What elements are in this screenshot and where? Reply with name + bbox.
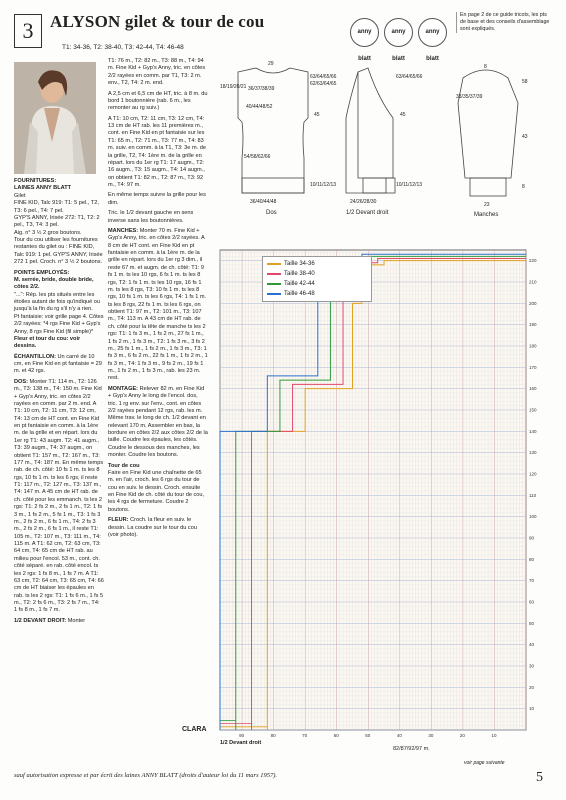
legend-swatch-t1 <box>267 263 281 265</box>
y-tick-label: 90 <box>529 535 535 541</box>
y-tick-label: 80 <box>529 556 535 562</box>
schematic-drawings <box>218 58 558 238</box>
y-tick-label: 210 <box>529 279 537 285</box>
fournitures-heading: FOURNITURES: <box>14 178 57 184</box>
knitting-chart-svg <box>212 244 552 759</box>
model-photo-illustration <box>14 62 96 174</box>
copyright-footer: sauf autorisation expresse et par écrit des laines ANNY BLATT (droits d'auteur loi du 11 mars 1957). <box>14 772 278 779</box>
brand-badges <box>350 14 450 62</box>
man-bottom-label: 23 <box>484 202 490 208</box>
legend-label-t4: Taille 46-48 <box>284 291 315 297</box>
y-tick-label: 100 <box>529 514 537 520</box>
gilet-label: Gilet <box>14 192 26 199</box>
dev-right1-label: 63/64/65/66 <box>396 74 423 80</box>
y-tick-label: 200 <box>529 300 537 306</box>
dos-mid-label: 45 <box>314 112 320 118</box>
x-tick-label: 60 <box>333 733 339 738</box>
dos-right2-label: 62/63/64/65 <box>310 81 337 87</box>
y-tick-label: 170 <box>529 364 537 370</box>
y-tick-label: 50 <box>529 620 535 626</box>
points-note: "...": Rép. les pts situés entre les étoiles autant de fois qu'indiqué ou jusqu'à la fin du rg s'il n'y a rien. <box>14 291 100 313</box>
legend-label-t1: Taille 34-36 <box>284 261 315 267</box>
dos-right1-label: 63/64/65/66 <box>310 74 337 80</box>
knitting-chart <box>212 244 552 759</box>
fleur-heading: FLEUR: <box>108 517 129 524</box>
brand-badge-1: anny blatt <box>350 18 379 47</box>
points-list: M. serrée, bride, double bride, côtes 2/2. <box>14 276 94 291</box>
dos-bottom-label: 36/40/44/48 <box>250 199 277 205</box>
page-number: 5 <box>536 770 543 785</box>
man-rib-label: 8 <box>522 184 525 190</box>
dos-neck-label: 36/37/38/39 <box>248 86 275 92</box>
y-tick-label: 180 <box>529 343 537 349</box>
man-cap-label: 58 <box>522 79 528 85</box>
legend-swatch-t3 <box>267 283 281 285</box>
y-tick-label: 20 <box>529 684 535 690</box>
montage-heading: MONTAGE: <box>108 385 139 392</box>
pattern-number: 3 <box>14 14 42 48</box>
man-top-label: 8 <box>484 64 487 70</box>
fantaisie-text: Pt fantaisie: voir grille page 4. Côtes 2/2 rayées: *4 rgs Fine Kid + Gyp's Anny, 8 rgs Fine Kid (fil simple)* <box>14 313 104 335</box>
legend-swatch-t2 <box>267 273 281 275</box>
dos-h-left: 18/19/20/21 <box>220 84 247 90</box>
devant-cont-3: A T1: 10 cm, T2: 11 cm, T3: 12 cm, T4: 13 cm de HT rab. les 11 premières m., cont. en Fine Kid en pt fantaisie sur les T1: 65 m., T2: 71 m., T3: 77 m., T4: 83 m. suiv. en comm. à la T1, T3: 3e m. de la grille, T2, T4: 1ère m. de la grille en répart. lors du 1er rg T1: 17 augm., T2: 16 augm., T3: 15 augm., T4: 14 augm., on obtient T1: 82 m., T2: 87 m., T3: 92 m., T4: 97 m. <box>108 115 206 188</box>
manches-text: Monter 70 m. Fine Kid + Gyp's Anny, tric. en côtes 2/2 rayées. A 8 cm de HT cont. en Fine Kid en pt fantaisie en comm. à la 1ère m. de la grille en répart. lors du 1er rg 3 dim., il reste 67 m. et augm. de ch. côté: T1: 9 fs 1 m. ts les 10 rgs, 6 fs 1 m. ts les 8 rgs, T2: 1 fs 1 m. ts les 10 rgs, 16 fs 1 m. ts les 8 rgs, T3: 10 fs 1 m. ts les 8 rgs, 10 fs 1 m. ts les 6 rgs, T4: 1 fs 1 m. ts les 8 rgs, 22 fs 1 m. ts les 6 rgs, on obtient T1: 97 m., T2: 101 m., T3: 107 m., T4: 113 m. A 43 cm de HT rab. de ch. côté pour la tête de manche ts les 2 rgs: T1: 1 fs 3 m., 1 fs 2 m., 27 fs 1 m., 1 fs 2 m., 1 fs 3 m., T2: 1 fs 3 m., 3 fs 2 m., 25 fs 1 m., 1 fs 2 m., 1 fs 3 m., T3: 1 fs 3 m., 6 fs 2 m., 22 fs 1 m., 1 fs 2 m., 1 fs 3 m., T4: 1 fs 3 m., 9 fs 2 m., 19 fs 1 m., 1 fs 2 m., 1 fs 3 m., rab. les 23 m. rest. <box>108 227 208 382</box>
tour-heading: Tour de cou <box>108 462 140 469</box>
devant-cont-4: En même temps suivre la grille pour les dim. <box>108 192 206 206</box>
devant-cont-5: Tric. le 1/2 devant gauche en sens inverse sans les boutonnières. <box>108 210 194 224</box>
dev-rib-label: 10/11/12/13 <box>396 182 423 188</box>
y-tick-label: 10 <box>529 706 535 712</box>
devant-heading: 1/2 DEVANT DROIT: <box>14 617 67 624</box>
devant-ribbing <box>363 178 395 193</box>
chart-frame <box>220 250 526 730</box>
chart-bottom-label: 82/87/92/97 m. <box>393 746 430 752</box>
dos-ribbing <box>242 178 304 193</box>
dos-rib-label: 10/11/12/13 <box>310 182 337 188</box>
chart-legend <box>262 256 372 302</box>
y-tick-label: 160 <box>529 386 537 392</box>
gyps-qty: GYP'S ANNY, Irisée 272: T1, T2: 2 pel., T3, T4: 3 pel. <box>14 214 100 229</box>
y-tick-label: 110 <box>529 492 537 498</box>
brand-badge-2: anny blatt <box>384 18 413 47</box>
dos-text: Monter T1: 114 m., T2: 126 m., T3: 138 m., T4: 150 m. Fine Kid + Gyp's Anny, tric. en côtes 2/2 rayées en comm. par 2 m. end. A T1: 10 cm, T2: 11 cm, T3: 12 cm, T4: 13 cm de HT cont. en Fine Kid en pt fantaisie en comm. à la 1ère m. de la grille et en répart. lors du 1er rg T1: 43 augm. T2: 41 augm., T3: 39 augm., T4: 37 augm., on obtient T1: 157 m., T2: 167 m., T3: 177 m., T4: 187 m. En même temps rab. de ch. côté: 10 fs 1 m. ts les 8 rgs, 10 fs 1 m. ts les 6 rgs, il reste T1: 117 m., T2: 127 m., T3: 137 m., T4: 147 m. A 45 cm de HT rab. de ch. côté pour les emmanch. ts les 2 rgs: T1: 2 fs 2 m., 2 fs 1 m., T2: 1 fs 3 m., 1 fs 2 m., 5 fs 1 m., T3: 1 fs 3 m., 2 fs 2 m., 6 fs 1 m., T4: 2 fs 3 m., 2 fs 2 m., 6 fs 1 m., il reste T1: 105 m., T2: 107 m., T3: 111 m., T4: 115 m. A T1: 62 cm, T2: 63 cm, T3: 64 cm, T4: 65 cm de HT rab. au milieu pour l'encol. 53 m., cont. ch. côté séparé. en rab. côté encol. ts les 2 rgs: 1 fs 8 m., 1 fs 7 m. A T1: 63 cm, T2: 64 cm, T3: 65 cm, T4: 66 cm de HT biaiser les épaules en rab. ts les 2 rgs: T1: 1 fs 6 m., 1 fs 5 m., T2: 2 fs 6 m., T3: 2 fs 7 m., T4: 1 fs 8 m., 1 fs 7 m. <box>14 378 104 614</box>
legend-item-t2 <box>267 269 367 279</box>
legend-label-t2: Taille 38-40 <box>284 271 315 277</box>
fleur-note: Fleur et tour du cou: voir dessins. <box>14 335 81 350</box>
y-tick-label: 220 <box>529 258 537 264</box>
laines-label: LAINES ANNY BLATT <box>14 185 72 192</box>
tour-supplies: Tour du cou utiliser les fournitures restantes du gilet ou : FINE KID, Talc 919: 1 pel. GYP'S ANNY, Irisée 272 1 pel. Croch. n° 3 ½ 2 boutons. <box>14 237 103 266</box>
dos-hip-label: 54/58/62/66 <box>244 154 271 160</box>
needles: Aig. n° 3 ½ 2 gros boutons. <box>14 229 82 236</box>
manches-label: Manches <box>474 212 499 218</box>
x-tick-label: 70 <box>302 733 308 738</box>
legend-item-t3 <box>267 279 367 289</box>
dev-mid-label: 45 <box>400 112 406 118</box>
legend-label-t3: Taille 42-44 <box>284 281 315 287</box>
y-tick-label: 70 <box>529 578 535 584</box>
y-tick-label: 40 <box>529 642 535 648</box>
legend-item-t1 <box>267 259 367 269</box>
column-1 <box>14 178 104 628</box>
clara-label: CLARA <box>182 726 207 733</box>
y-tick-label: 140 <box>529 428 537 434</box>
y-tick-label: 150 <box>529 407 537 413</box>
schematics <box>218 58 558 238</box>
brand-badge-3: anny blatt <box>418 18 447 47</box>
manche-ribbing <box>470 178 506 196</box>
dos-chest-label: 40/44/48/52 <box>246 104 273 110</box>
tour-text: Faire en Fine Kid une chaînette de 65 m. en l'air, croch. les 6 rgs du tour de cou en suiv. le dessin. Croch. ensuite en Fine Kid de ch. côté du tour de cou, les 4 rgs de fermeture. Coudre 2 boutons. <box>108 469 205 513</box>
man-width-label: 33/35/37/39 <box>456 94 483 100</box>
chart-xlabel: 1/2 Devant droit <box>220 740 262 746</box>
legend-item-t4 <box>267 289 367 299</box>
model-photo <box>14 62 96 174</box>
devant-cont-1: T1: 76 m., T2: 82 m., T3: 88 m., T4: 94 m. Fine Kid + Gyp's Anny, tric. en côtes 2/2 rayées en comm. par T1, T3: 2 m. env., T2, T4: 2 m. end. <box>108 58 206 87</box>
y-tick-label: 60 <box>529 599 535 605</box>
dos-label: Dos <box>266 210 277 216</box>
y-tick-label: 130 <box>529 450 537 456</box>
dos-top-label: 29 <box>268 61 274 67</box>
x-tick-label: 40 <box>396 733 402 738</box>
devant-text: Monter <box>67 617 86 624</box>
manche-outline <box>458 70 518 178</box>
guide-note: En page 2 de ce guide tricots, les pts de base et des conseils d'assemblage sont expliqués. <box>456 12 552 33</box>
x-tick-label: 30 <box>428 733 434 738</box>
x-tick-label: 90 <box>239 733 245 738</box>
x-tick-label: 80 <box>270 733 276 738</box>
x-tick-label: 10 <box>491 733 497 738</box>
pattern-title: ALYSON gilet & tour de cou <box>50 12 265 31</box>
dos-heading: DOS: <box>14 378 28 385</box>
fleur-text: Croch. la fleur en suiv. le dessin. La coudre sur le tour du cou (voir photo). <box>108 517 197 538</box>
devant-label: 1/2 Devant droit <box>346 210 389 216</box>
man-mid-label: 43 <box>522 134 528 140</box>
size-list: T1: 34-36, T2: 38-40, T3: 42-44, T4: 46-48 <box>62 44 184 51</box>
fine-kid-qty: FINE KID, Talc 919: T1: 5 pel., T2, T3: 6 pel., T4: 7 pel. <box>14 200 99 214</box>
y-tick-label: 30 <box>529 663 535 669</box>
devant-outline <box>358 68 393 178</box>
x-tick-label: 50 <box>365 733 371 738</box>
x-tick-label: 20 <box>459 733 465 738</box>
points-heading: POINTS EMPLOYÉS: <box>14 269 70 276</box>
y-tick-label: 120 <box>529 471 537 477</box>
echantillon-text: Un carré de 10 cm, en Fine Kid en pt fantaisie = 29 m. et 42 rgs. <box>14 353 102 375</box>
echantillon-heading: ÉCHANTILLON: <box>14 353 56 360</box>
devant-cont-2: A 2,5 cm et 6,5 cm de HT, tric. à 8 m. du bord 1 boutonnière (rab. 6 m., les remonter au rg suiv.) <box>108 90 208 112</box>
legend-swatch-t4 <box>267 293 281 295</box>
dev-bottom-label: 24/26/28/30 <box>350 199 377 205</box>
manches-heading: MANCHES: <box>108 227 139 234</box>
montage-text: Relever 82 m. en Fine Kid + Gyp's Anny le long de l'encol. dos, tric. 1 rg env. sur l'env., cont. en côtes 2/2 rayées pendant 12 rgs, rab. les m. Même trav. le long de ch. 1/2 devant en relevant 170 m. Assembler en bas, la bordure en côtes 2/2 aux côtes 2/2 de la taille. Coudre les épaules, les côtés. Coudre le dessous des manches, les monter. Coudre les boutons. <box>108 385 208 459</box>
column-2 <box>108 58 208 542</box>
y-tick-label: 190 <box>529 322 537 328</box>
devant-lower <box>346 72 386 193</box>
suite-note: voir page suivante <box>464 760 505 766</box>
